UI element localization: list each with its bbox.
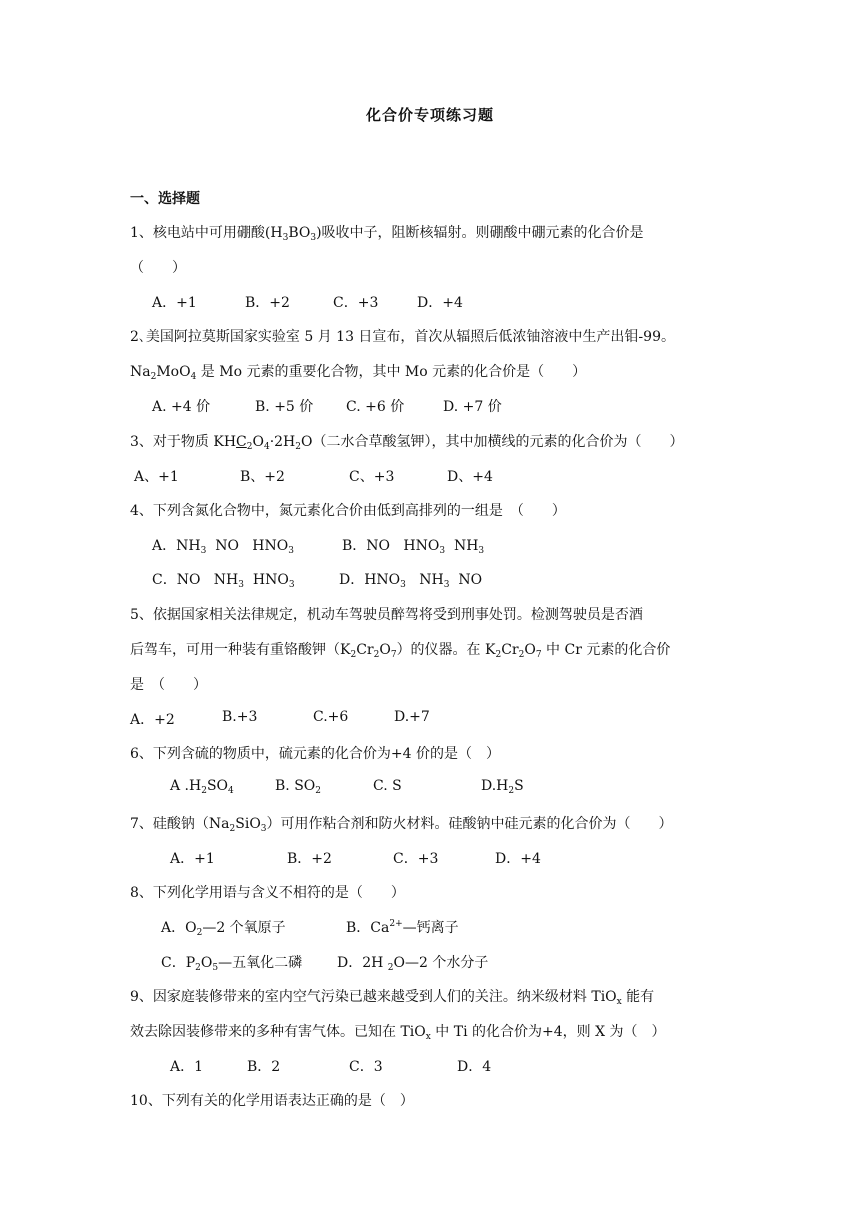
q4-option-b: B．NO $HNO_3$ $NH_3$	[342, 538, 485, 556]
q8-option-d: D．2H $_2$O—2 个水分子	[337, 955, 489, 973]
q6-option-a: A $.H_2SO_4$	[170, 778, 234, 796]
q6-option-d: $D.H_2S$	[481, 778, 524, 796]
question-2-line2: $Na_2MoO_4$ 是 Mo 元素的重要化合物，其中 Mo 元素的化合价是（ ）	[130, 364, 587, 382]
question-1-paren: （ ）	[130, 260, 186, 276]
question-8-text: 8、下列化学用语与含义不相符的是（ ）	[130, 885, 405, 901]
page-title: 化合价专项练习题	[365, 106, 494, 124]
question-3-text: 3、对于物质 $KHC_2O_4\cdot 2H_2O$（二水合草酸氢钾），其中加横线的元素的化合价为（ ）	[130, 434, 684, 452]
question-1-text: 1、核电站中可用硼酸$(H_3BO_3)$吸收中子，阻断核辐射。则硼酸中硼元素的化合价是	[130, 225, 644, 243]
question-5-line3: 是 （ ）	[130, 677, 207, 693]
q8-option-c: C．$P_2O_5—$五氧化二磷	[161, 955, 303, 973]
q1-option-b: B．+2	[245, 295, 290, 311]
question-10-text: 10、下列有关的化学用语表达正确的是（ ）	[130, 1093, 414, 1109]
q7-option-c: C．+3	[393, 851, 439, 867]
q4-option-c: C．NO $NH_3$ $HNO_3$	[152, 572, 295, 590]
q5-option-a: A．+2	[130, 712, 175, 728]
q6-option-b: B. $SO_2$	[275, 778, 321, 796]
question-9-line1: 9、因家庭装修带来的室内空气污染已越来越受到人们的关注。纳米级材料 TiO$_x$ 能有	[130, 989, 655, 1007]
q7-option-d: D．+4	[495, 851, 541, 867]
section-heading: 一、选择题	[130, 191, 200, 207]
q9-option-d: D．4	[457, 1059, 492, 1075]
question-9-line2: 效去除因装修带来的多种有害气体。已知在 TiO$_x$ 中 Ti 的化合价为+4，则 X 为（ ）	[130, 1024, 666, 1042]
q2-option-c: C. +6 价	[346, 399, 405, 415]
question-5-line1: 5、依据国家相关法律规定，机动车驾驶员醉驾将受到刑事处罚。检测驾驶员是否酒	[130, 607, 643, 623]
q9-option-a: A．1	[170, 1059, 204, 1075]
q2-option-a: A. +4 价	[152, 399, 211, 415]
q2-option-b: B. +5 价	[255, 399, 314, 415]
q4-option-d: D．$HNO_3$ $NH_3$ NO	[339, 572, 483, 590]
q3-option-d: D、+4	[447, 469, 493, 485]
q3-option-c: C、+3	[349, 469, 395, 485]
question-2-line1: 2､美国阿拉莫斯国家实验室 5 月 13 日宣布，首次从辐照后低浓铀溶液中生产出钼-99。	[130, 329, 675, 345]
question-7-text: 7、硅酸钠$(Na_2SiO_3)$可用作粘合剂和防火材料。硅酸钠中硅元素的化合价为（ ）	[130, 816, 673, 834]
q8-option-a: A．$O_2—2$ 个氧原子	[161, 920, 286, 938]
q9-option-b: B．2	[247, 1059, 281, 1075]
q1-option-a: A．+1	[152, 295, 197, 311]
q8-option-b: B．$Ca^{2+}—$钙离子	[346, 919, 459, 936]
q7-option-a: A．+1	[170, 851, 215, 867]
q1-option-c: C．+3	[333, 295, 379, 311]
q9-option-c: C．3	[349, 1059, 383, 1075]
question-6-text: 6、下列含硫的物质中，硫元素的化合价为+4 价的是（ ）	[130, 746, 500, 762]
q7-option-b: B．+2	[287, 851, 332, 867]
question-4-text: 4、下列含氮化合物中，氮元素化合价由低到高排列的一组是 （ ）	[130, 503, 566, 519]
q5-option-b: B.+3	[222, 709, 258, 725]
q5-option-c: C.+6	[313, 709, 349, 725]
q2-option-d: D. +7 价	[443, 399, 502, 415]
question-5-line2: 后驾车，可用一种装有重铬酸钾$(K_2Cr_2O_7)$的仪器。在 $K_2Cr_2O_7$ 中 Cr 元素的化合价	[130, 642, 671, 660]
q3-option-a: A、+1	[134, 469, 179, 485]
q4-option-a: A．$NH_3$ NO $HNO_3$	[152, 538, 294, 556]
q6-option-c: C. S	[373, 778, 402, 794]
q1-option-d: D．+4	[417, 295, 463, 311]
q3-option-b: B、+2	[240, 469, 285, 485]
q5-option-d: D.+7	[394, 709, 430, 725]
